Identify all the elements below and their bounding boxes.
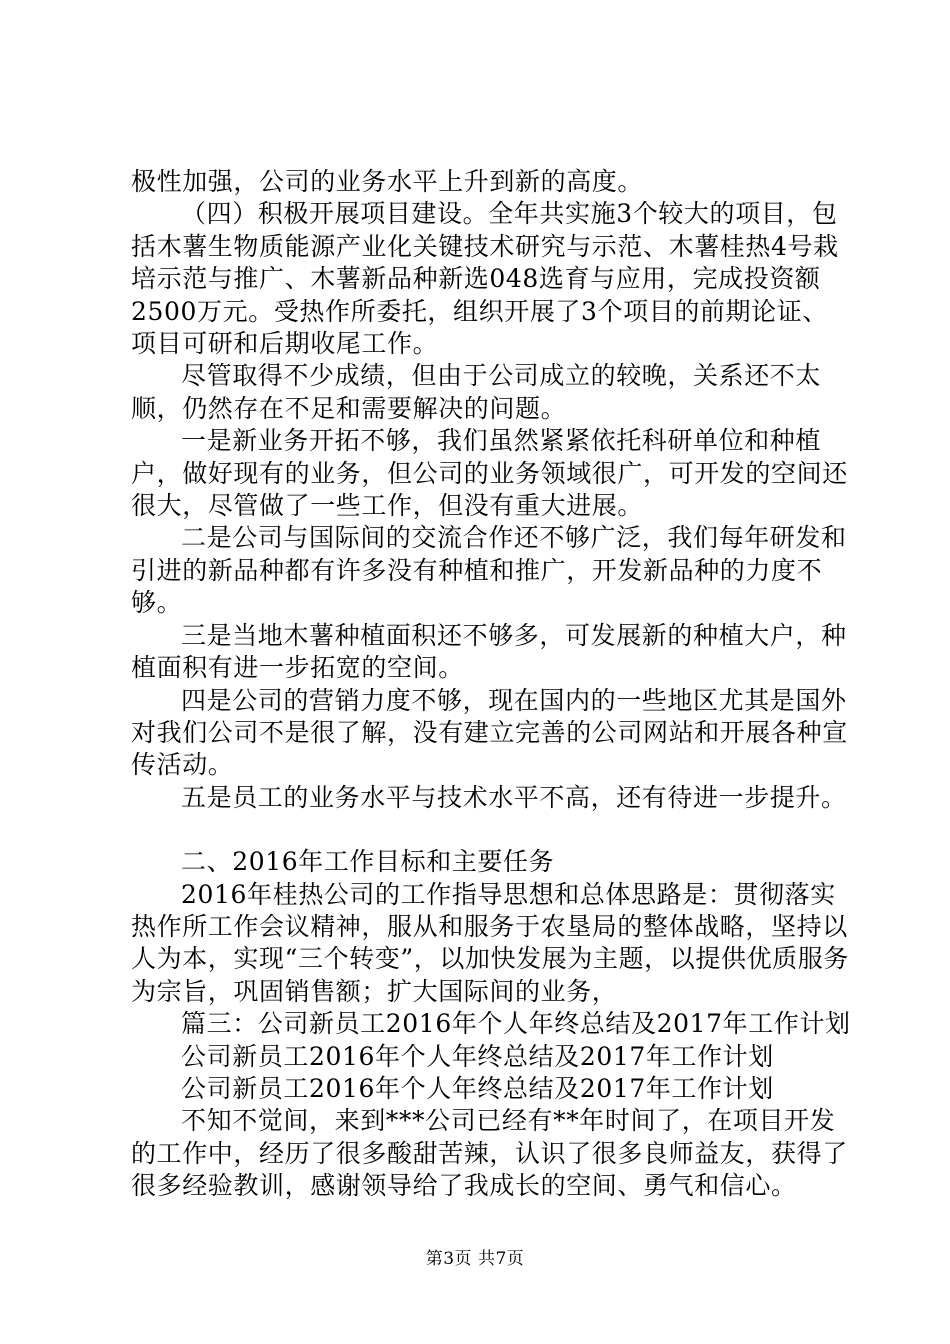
paragraph-problem-5: 五是员工的业务水平与技术水平不高，还有待进一步提升。 bbox=[181, 782, 847, 812]
paragraph-project-construction: （四）积极开展项目建设。全年共实施3个较大的项目，包括木薯生物质能源产业化关键技术研究与示范、木薯桂热4号栽培示范与推广、木薯新品种新选048选育与应用，完成投资额2500万元。受热作所委托，组织开展了3个项目的前期论证、项目可研和后期收尾工作。 bbox=[131, 199, 839, 359]
paragraph-new-employee-intro: 不知不觉间，来到***公司已经有**年时间了，在项目开发的工作中，经历了很多酸甜苦辣，认识了很多良师益友，获得了很多经验教训，感谢领导给了我成长的空间、勇气和信心。 bbox=[131, 1106, 848, 1201]
section-heading-2016-goals: 二、2016年工作目标和主要任务 bbox=[181, 847, 555, 877]
paragraph-problem-3: 三是当地木薯种植面积还不够多，可发展新的种植大户，种植面积有进一步拓宽的空间。 bbox=[131, 620, 847, 683]
page-number-footer: 第3页 共7页 bbox=[425, 1249, 525, 1269]
subtitle-line-1: 公司新员工2016年个人年终总结及2017年工作计划 bbox=[181, 1041, 774, 1071]
document-body bbox=[131, 166, 851, 1203]
paragraph-problems-intro: 尽管取得不少成绩，但由于公司成立的较晚，关系还不太顺，仍然存在不足和需要解决的问题。 bbox=[131, 361, 822, 423]
paragraph-guiding-thought: 2016年桂热公司的工作指导思想和总体思路是：贯彻落实热作所工作会议精神，服从和服务于农垦局的整体战略，坚持以人为本，实现“三个转变”，以加快发展为主题，以提供优质服务为宗旨，巩固销售额；扩大国际间的业务， bbox=[131, 879, 849, 1006]
paragraph-continuation: 极性加强，公司的业务水平上升到新的高度。 bbox=[131, 167, 644, 196]
paragraph-problem-1: 一是新业务开拓不够，我们虽然紧紧依托科研单位和种植户，做好现有的业务，但公司的业务领域很广，可开发的空间还很大，尽管做了一些工作，但没有重大进展。 bbox=[131, 426, 848, 521]
paragraph-problem-4: 四是公司的营销力度不够，现在国内的一些地区尤其是国外对我们公司不是很了解，没有建立完善的公司网站和开展各种宣传活动。 bbox=[131, 685, 848, 780]
paragraph-problem-2: 二是公司与国际间的交流合作还不够广泛，我们每年研发和引进的新品种都有许多没有种植和推广，开发新品种的力度不够。 bbox=[131, 523, 847, 618]
subtitle-line-2: 公司新员工2016年个人年终总结及2017年工作计划 bbox=[181, 1073, 774, 1103]
chapter-title-part-three: 篇三：公司新员工2016年个人年终总结及2017年工作计划 bbox=[181, 1009, 851, 1039]
